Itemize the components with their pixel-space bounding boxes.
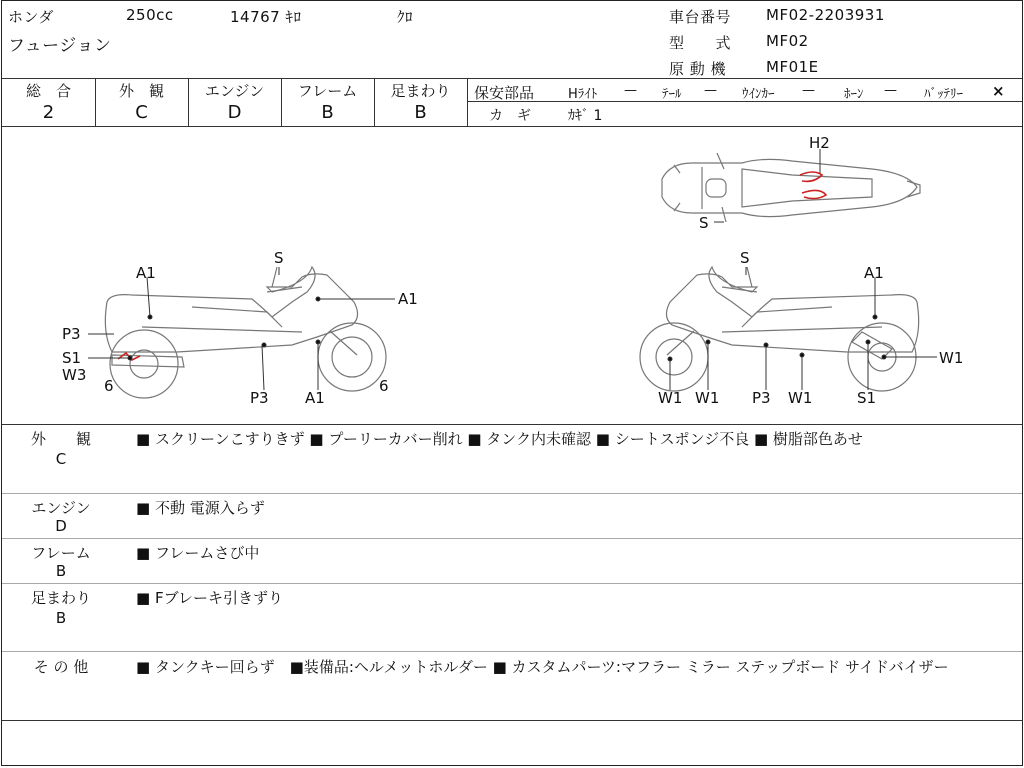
- grade-engine-value: D: [227, 102, 242, 123]
- type-value: MF02: [766, 32, 809, 50]
- grade-frame-value: B: [321, 102, 334, 123]
- label-left-a1-bottom: A1: [305, 389, 325, 407]
- remark-suspension-label: 足まわり: [30, 589, 91, 607]
- grade-overall-value: 2: [42, 102, 55, 123]
- remark-suspension-grade: B: [55, 609, 67, 627]
- remark-engine-label: エンジン: [31, 499, 91, 517]
- displacement: 250cc: [126, 6, 174, 24]
- safety-horn-value: —: [884, 83, 897, 98]
- safety-tail-label: ﾃｰﾙ: [662, 87, 682, 102]
- frame-no: MF02-2203931: [766, 6, 885, 24]
- grade-suspension-value: B: [414, 102, 427, 123]
- engine-value: MF01E: [766, 58, 819, 76]
- safety-battery-label: ﾊﾞｯﾃﾘｰ: [924, 87, 963, 102]
- label-right-s: S: [740, 249, 750, 267]
- remark-exterior-label: 外 観: [30, 430, 91, 448]
- safety-winker-value: —: [802, 83, 815, 98]
- grade-engine-label: エンジン: [204, 82, 265, 100]
- color: ｸﾛ: [397, 8, 414, 26]
- label-right-w1-c: W1: [788, 389, 813, 407]
- label-top-h2: H2: [809, 134, 830, 152]
- remark-other-label: そ の 他: [33, 658, 89, 676]
- inspection-sheet: [1, 0, 1023, 766]
- divider: [2, 424, 1022, 425]
- type-label: 型 式: [669, 34, 732, 52]
- grade-exterior-label: 外 観: [118, 82, 164, 100]
- label-left-a1-top: A1: [136, 264, 156, 282]
- divider: [467, 78, 468, 126]
- remark-suspension-text: ■ Fブレーキ引きずり: [136, 589, 283, 607]
- label-right-s1: S1: [857, 389, 877, 407]
- remark-engine-text: ■ 不動 電源入らず: [136, 499, 265, 517]
- safety-headlight-label: Hﾗｲﾄ: [568, 87, 598, 102]
- damage-marks: [118, 172, 826, 360]
- damage-mark-h2-lower: [802, 190, 826, 198]
- remark-engine-grade: D: [55, 517, 67, 535]
- label-right-a1: A1: [864, 264, 884, 282]
- safety-winker-label: ｳｲﾝｶｰ: [742, 87, 775, 102]
- label-left-w3: W3: [62, 366, 87, 384]
- remark-exterior-text: ■ スクリーンこすりきず ■ プーリーカバー削れ ■ タンク内未確認 ■ シートスポンジ不良 ■ 樹脂部色あせ: [136, 430, 863, 448]
- safety-battery-value: ×: [992, 82, 1005, 100]
- condition-diagram: [2, 127, 1022, 424]
- grade-frame-label: フレーム: [297, 82, 358, 100]
- divider: [2, 538, 1022, 539]
- label-left-s1: S1: [62, 349, 82, 367]
- remark-frame-grade: B: [55, 562, 67, 580]
- label-left-p3-bottom: P3: [250, 389, 269, 407]
- remark-exterior-grade: C: [55, 450, 67, 468]
- remark-other-text: ■ タンクキー回らず ■装備品:ヘルメットホルダー ■ カスタムパーツ:マフラー ミラー ステップボード サイドバイザー: [136, 658, 949, 676]
- right-view-scooter: [640, 267, 919, 391]
- mileage: 14767 ｷﾛ: [230, 8, 302, 26]
- label-right-p3: P3: [752, 389, 771, 407]
- safety-tail-value: —: [704, 83, 717, 98]
- frame-no-label: 車台番号: [669, 8, 732, 26]
- label-left-p3: P3: [62, 325, 81, 343]
- label-right-w1-a: W1: [658, 389, 683, 407]
- maker: ホンダ: [8, 8, 54, 26]
- grade-suspension-label: 足まわり: [390, 82, 451, 100]
- label-left-6: 6: [104, 377, 114, 395]
- grade-overall-label: 総 合: [25, 82, 71, 100]
- leader-lines: [88, 149, 937, 390]
- divider: [2, 583, 1022, 584]
- label-right-w1: W1: [939, 349, 964, 367]
- key-value: ｶｷﾞ 1: [568, 108, 603, 124]
- label-top-s: S: [699, 214, 709, 232]
- model-name: フュージョン: [8, 36, 112, 56]
- top-view-scooter: [662, 153, 920, 222]
- divider: [2, 720, 1022, 721]
- divider: [2, 493, 1022, 494]
- engine-label: 原 動 機: [669, 60, 727, 78]
- label-right-w1-b: W1: [695, 389, 720, 407]
- safety-headlight-value: —: [624, 83, 637, 98]
- divider: [2, 78, 1022, 79]
- label-left-a1-right: A1: [398, 290, 418, 308]
- key-label: カ ギ: [489, 108, 531, 124]
- safety-title: 保安部品: [474, 84, 535, 102]
- label-left-s: S: [274, 249, 284, 267]
- remark-frame-text: ■ フレームさび中: [136, 544, 260, 562]
- remark-frame-label: フレーム: [31, 544, 91, 562]
- divider: [2, 651, 1022, 652]
- grade-exterior-value: C: [135, 102, 148, 123]
- safety-horn-label: ﾎｰﾝ: [844, 87, 864, 102]
- label-left-6-right: 6: [379, 377, 389, 395]
